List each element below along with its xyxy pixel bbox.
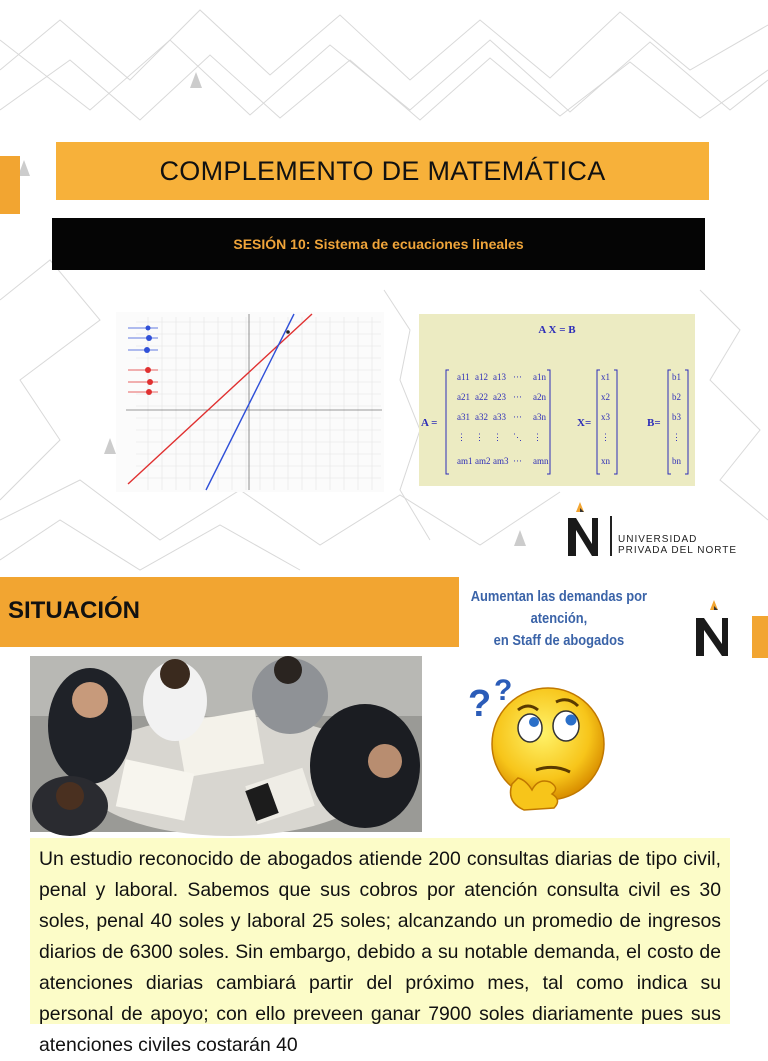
session-banner (52, 218, 705, 270)
matrix-a-cell: amn (533, 456, 549, 466)
thinking-face-icon (466, 672, 606, 818)
vector-x-label: X= (577, 417, 592, 429)
matrix-a-cell: am2 (475, 456, 491, 466)
matrix-a-cell: am1 (457, 456, 473, 466)
question-mark-2: ? (494, 674, 513, 707)
matrix-a-cell: ··· (513, 392, 522, 402)
matrix-a-cell: a33 (493, 412, 506, 422)
vector-b-cell: b1 (672, 372, 681, 382)
university-name-line1: UNIVERSIDAD (618, 534, 698, 545)
vector-x-cell: x1 (601, 372, 610, 382)
upn-logo-icon (564, 500, 604, 558)
headline-line-1: Aumentan las demandas por atención, (470, 588, 648, 627)
question-mark-1: ? (468, 683, 492, 725)
vector-b-cell: bn (672, 456, 681, 466)
equation-label: A X = B (538, 324, 576, 336)
matrix-a-cell: ⋮ (475, 432, 484, 442)
vector-x-cell: xn (601, 456, 610, 466)
matrix-a-cell: a11 (457, 372, 470, 382)
situation-text-box (30, 838, 730, 1056)
session-title: SESIÓN 10: Sistema de ecuaciones lineales (233, 236, 524, 252)
vector-b-cell: b3 (672, 412, 681, 422)
matrix-a-cell: ··· (513, 412, 522, 422)
news-headline (460, 586, 658, 652)
matrix-equation-figure (419, 314, 695, 486)
left-accent-bar (0, 156, 20, 214)
lawyers-meeting-photo (30, 656, 422, 832)
matrix-a-cell: a12 (475, 372, 488, 382)
vector-x-cell: x2 (601, 392, 610, 402)
matrix-a-cell: ··· (513, 456, 522, 466)
right-accent-bar (752, 616, 768, 658)
matrix-a-cell: a1n (533, 372, 546, 382)
matrix-a-cell: a22 (475, 392, 488, 402)
matrix-a-cell: ⋮ (457, 432, 466, 442)
matrix-a-cell: am3 (493, 456, 509, 466)
page-title: COMPLEMENTO DE MATEMÁTICA (159, 155, 606, 186)
matrix-a-cell: a2n (533, 392, 546, 402)
vector-b-label: B= (647, 417, 661, 429)
vector-x-cell: ⋮ (601, 432, 610, 442)
upn-logo-small-icon (692, 598, 734, 658)
matrix-a-cell: a31 (457, 412, 470, 422)
matrix-a-cell: ··· (513, 372, 522, 382)
situation-heading: SITUACIÓN (8, 597, 140, 624)
situation-body: Un estudio reconocido de abogados atiende 200 consultas diarias de tipo civil, penal y laboral. Sabemos que sus cobros por atención consulta civil es 30 soles, penal 40 soles y laboral 25 soles; alcanzando un promedio de ingresos diarios de 6300 soles. Sin embargo, debido a su notable demanda, el costo de atenciones diarias cambiará partir del próximo mes, tal como indica su personal de apoyo; con ello preveen ganar 7900 soles diariamente pues sus atenciones civiles costarán 40 (39, 848, 721, 1056)
logo-separator (610, 516, 612, 556)
university-name-line2: PRIVADA DEL NORTE (618, 545, 738, 556)
matrix-a-cell: a32 (475, 412, 488, 422)
situation-banner (0, 577, 459, 647)
matrix-a-cell: ⋮ (533, 432, 542, 442)
title-banner (56, 142, 709, 200)
matrix-a-label: A = (421, 417, 438, 429)
matrix-a-cell: a13 (493, 372, 506, 382)
matrix-a-cell: ⋱ (513, 432, 522, 442)
vector-b-cell: ⋮ (672, 432, 681, 442)
vector-x-cell: x3 (601, 412, 610, 422)
university-logo (560, 500, 760, 562)
vector-b-cell: b2 (672, 392, 681, 402)
matrix-a-cell: ⋮ (493, 432, 502, 442)
matrix-a-cell: a21 (457, 392, 470, 402)
matrix-a-cell: a3n (533, 412, 546, 422)
headline-line-2: en Staff de abogados (493, 632, 625, 649)
matrix-a-cell: a23 (493, 392, 506, 402)
linear-equations-graph (116, 312, 384, 492)
